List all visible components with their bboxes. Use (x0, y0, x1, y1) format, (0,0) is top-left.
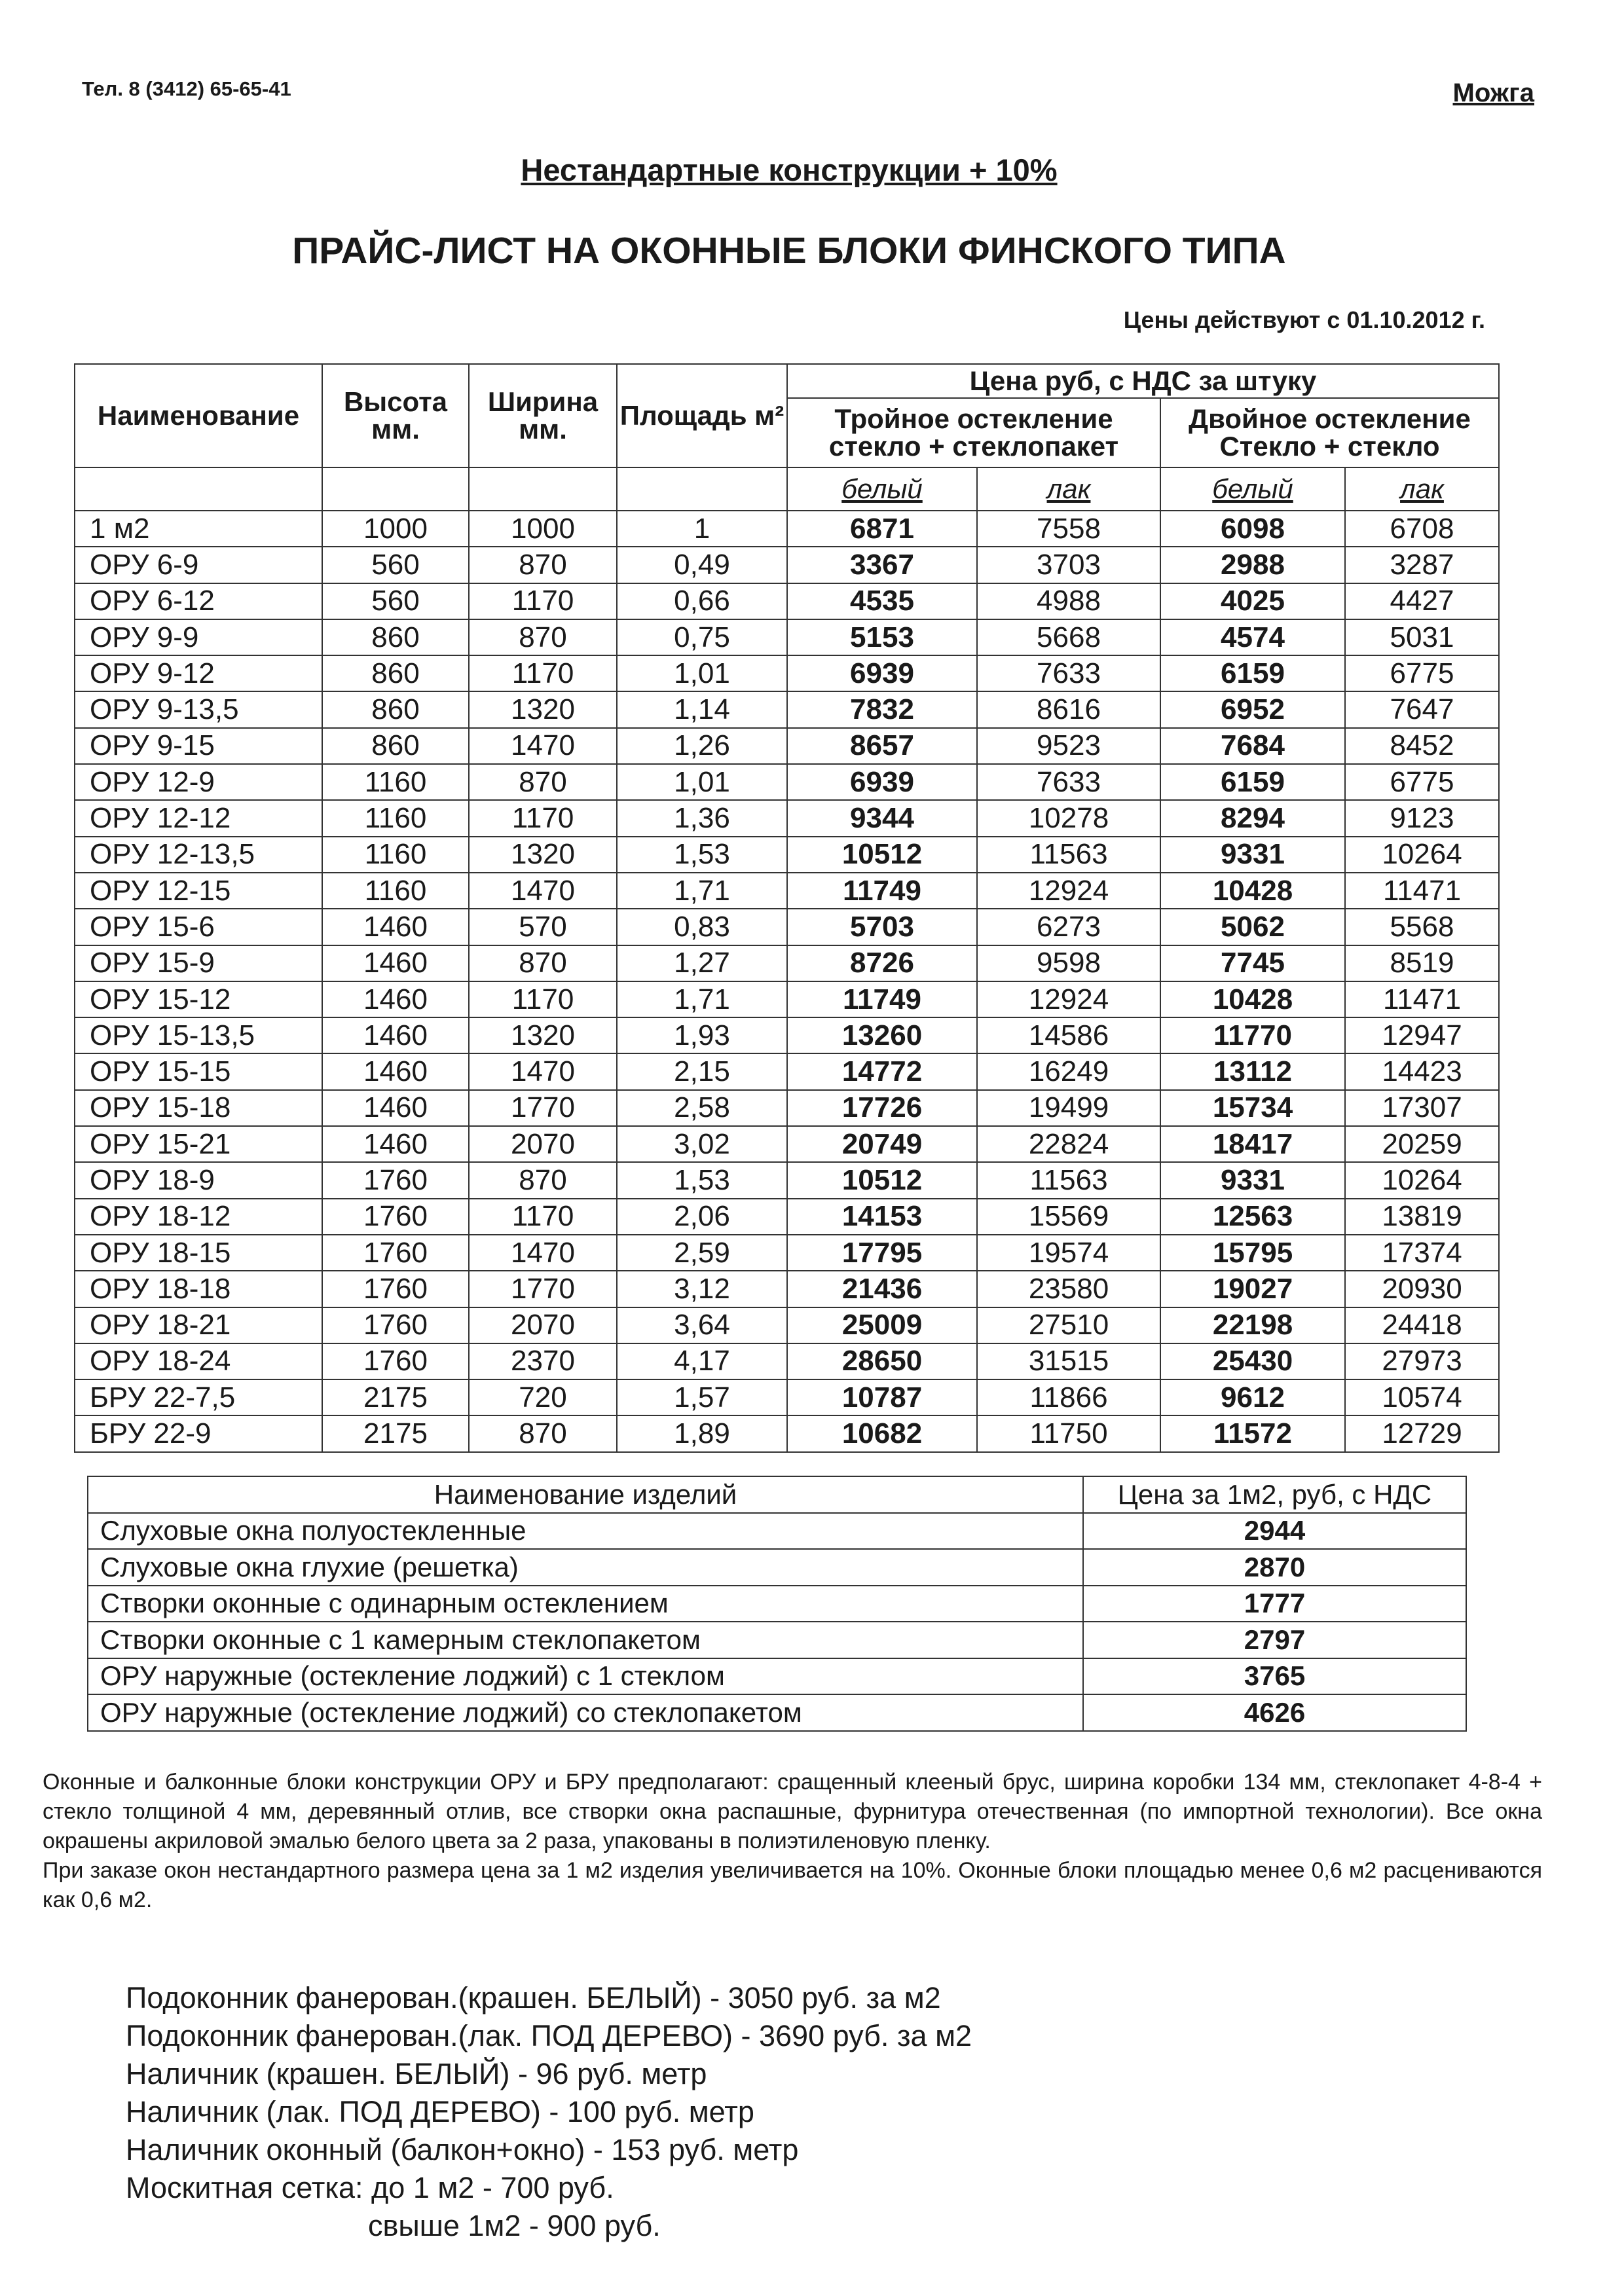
table-row (75, 1017, 1499, 1053)
product-price: 2944 (1083, 1513, 1466, 1550)
table-cell: 3703 (977, 547, 1160, 583)
table-row (75, 800, 1499, 836)
table-cell: 1,57 (617, 1379, 787, 1415)
table-cell: 11572 (1160, 1415, 1345, 1451)
product-name: ОРУ наружные (остекление лоджий) со стеклопакетом (88, 1694, 1083, 1731)
table-cell: 1460 (322, 945, 469, 981)
table-row (75, 1379, 1499, 1415)
blank-cell (322, 467, 469, 511)
table-cell: 6098 (1160, 511, 1345, 547)
table-cell: 8452 (1345, 728, 1499, 764)
table-cell: 1160 (322, 873, 469, 909)
table-row (88, 1549, 1466, 1586)
table-cell: 27973 (1345, 1343, 1499, 1379)
table-cell: 21436 (787, 1271, 977, 1307)
table-cell: 22824 (977, 1126, 1160, 1162)
table-cell: 9344 (787, 800, 977, 836)
table-cell: 2,15 (617, 1053, 787, 1089)
table-cell: ОРУ 15-21 (75, 1126, 322, 1162)
table-cell: 12924 (977, 981, 1160, 1017)
table-cell: 7633 (977, 764, 1160, 800)
price-table (74, 363, 1500, 1453)
table-cell: 16249 (977, 1053, 1160, 1089)
col-area-header: Площадь м² (617, 364, 787, 467)
table-cell: 13260 (787, 1017, 977, 1053)
table-cell: 4025 (1160, 583, 1345, 619)
table-cell: 3287 (1345, 547, 1499, 583)
page-title: ПРАЙС-ЛИСТ НА ОКОННЫЕ БЛОКИ ФИНСКОГО ТИПА (292, 230, 1286, 272)
table-cell: 1,89 (617, 1415, 787, 1451)
table-cell: 1160 (322, 837, 469, 873)
table-cell: 11563 (977, 837, 1160, 873)
table-cell: 4574 (1160, 619, 1345, 655)
sub-lak-double: лак (1345, 467, 1499, 511)
table-cell: 3367 (787, 547, 977, 583)
table-cell: 860 (322, 619, 469, 655)
blank-cell (469, 467, 617, 511)
table-cell: 8616 (977, 691, 1160, 727)
table-cell: 1460 (322, 1090, 469, 1126)
table-cell: ОРУ 18-12 (75, 1199, 322, 1235)
table-cell: 24418 (1345, 1307, 1499, 1343)
table-cell: 17307 (1345, 1090, 1499, 1126)
table-cell: 6871 (787, 511, 977, 547)
table-cell: 1760 (322, 1235, 469, 1271)
table-cell: 860 (322, 728, 469, 764)
table-row (75, 1162, 1499, 1198)
table-cell: 560 (322, 547, 469, 583)
table-cell: 15734 (1160, 1090, 1345, 1126)
table-cell: 12563 (1160, 1199, 1345, 1235)
table-cell: ОРУ 6-9 (75, 547, 322, 583)
table-cell: 3,64 (617, 1307, 787, 1343)
table-cell: 17374 (1345, 1235, 1499, 1271)
product-name: Створки оконные с одинарным остеклением (88, 1586, 1083, 1622)
table-cell: 1460 (322, 1053, 469, 1089)
table-cell: 6952 (1160, 691, 1345, 727)
table-cell: 1,93 (617, 1017, 787, 1053)
table-cell: ОРУ 15-15 (75, 1053, 322, 1089)
table-cell: 19027 (1160, 1271, 1345, 1307)
table-cell: 1470 (469, 1235, 617, 1271)
table-cell: 6159 (1160, 655, 1345, 691)
table-cell: 11471 (1345, 981, 1499, 1017)
table-row (75, 837, 1499, 873)
product-price: 2870 (1083, 1549, 1466, 1586)
extra-item: Наличник (крашен. БЕЛЫЙ) - 96 руб. метр (126, 2057, 707, 2090)
table-cell: 5668 (977, 619, 1160, 655)
table-row (75, 728, 1499, 764)
table-cell: 1170 (469, 1199, 617, 1235)
product-price: 1777 (1083, 1586, 1466, 1622)
phone-number: Тел. 8 (3412) 65-65-41 (82, 77, 291, 100)
table-cell: 14772 (787, 1053, 977, 1089)
table-cell: ОРУ 15-13,5 (75, 1017, 322, 1053)
table-cell: 11471 (1345, 873, 1499, 909)
table-cell: 13819 (1345, 1199, 1499, 1235)
table-cell: 10278 (977, 800, 1160, 836)
table-cell: 10787 (787, 1379, 977, 1415)
product-price: 4626 (1083, 1694, 1466, 1731)
table-cell: 10682 (787, 1415, 977, 1451)
note-nonstandard: При заказе окон нестандартного размера цена за 1 м2 изделия увеличивается на 10%. Оконные блоки площадью менее 0,6 м2 расцениваются как 0,6 м2. (43, 1858, 1542, 1912)
table-cell: 5568 (1345, 909, 1499, 945)
table-cell: ОРУ 12-15 (75, 873, 322, 909)
products-table (87, 1476, 1467, 1732)
table-cell: 11563 (977, 1162, 1160, 1198)
table-cell: 11749 (787, 873, 977, 909)
product-name: ОРУ наружные (остекление лоджий) с 1 стеклом (88, 1658, 1083, 1695)
table-cell: 1460 (322, 909, 469, 945)
table-cell: 1320 (469, 837, 617, 873)
table-cell: 15795 (1160, 1235, 1345, 1271)
table-cell: ОРУ 18-18 (75, 1271, 322, 1307)
table-cell: 870 (469, 1162, 617, 1198)
table-cell: 11749 (787, 981, 977, 1017)
table-cell: 11770 (1160, 1017, 1345, 1053)
table-cell: 870 (469, 547, 617, 583)
products-name-header: Наименование изделий (88, 1476, 1083, 1513)
table-row (75, 547, 1499, 583)
table-cell: ОРУ 15-9 (75, 945, 322, 981)
table-cell: 17795 (787, 1235, 977, 1271)
sub-white-triple: белый (787, 467, 977, 511)
table-cell: 1460 (322, 981, 469, 1017)
table-cell: 1 (617, 511, 787, 547)
col-triple-header: Тройное остекление стекло + стеклопакет (787, 398, 1160, 467)
extra-item: свыше 1м2 - 900 руб. (368, 2209, 661, 2242)
table-cell: 1160 (322, 800, 469, 836)
table-cell: 560 (322, 583, 469, 619)
table-cell: 10428 (1160, 873, 1345, 909)
table-row (75, 981, 1499, 1017)
extra-item: Наличник оконный (балкон+окно) - 153 руб. метр (126, 2133, 799, 2166)
col-double-header: Двойное остекление Стекло + стекло (1160, 398, 1499, 467)
city-name: Можга (1452, 79, 1534, 107)
table-cell: 5153 (787, 619, 977, 655)
table-cell: 8519 (1345, 945, 1499, 981)
table-row (88, 1658, 1466, 1695)
table-cell: 10512 (787, 837, 977, 873)
table-cell: 20259 (1345, 1126, 1499, 1162)
table-cell: 1,36 (617, 800, 787, 836)
table-cell: 1170 (469, 800, 617, 836)
table-cell: 1470 (469, 873, 617, 909)
table-cell: 25009 (787, 1307, 977, 1343)
table-cell: 11866 (977, 1379, 1160, 1415)
table-cell: 1,01 (617, 655, 787, 691)
table-cell: 570 (469, 909, 617, 945)
table-cell: ОРУ 6-12 (75, 583, 322, 619)
table-cell: 14153 (787, 1199, 977, 1235)
note-construction: Оконные и балконные блоки конструкции ОРУ и БРУ предполагают: сращенный клееный брус, ширина коробки 134 мм, стеклопакет 4-8-4 + стекло толщиной 4 мм, деревянный отлив, все створки окна распашные, фурнитура отечественная (по импортной технологии). Все окна окрашены акриловой эмалью белого цвета за 2 раза, упакованы в полиэтиленовую пленку. (43, 1770, 1542, 1853)
table-row (88, 1513, 1466, 1550)
table-cell: ОРУ 12-9 (75, 764, 322, 800)
table-cell: 5062 (1160, 909, 1345, 945)
table-cell: 28650 (787, 1343, 977, 1379)
table-cell: 20749 (787, 1126, 977, 1162)
table-cell: 8726 (787, 945, 977, 981)
table-row (75, 1235, 1499, 1271)
table-cell: 31515 (977, 1343, 1160, 1379)
product-price: 2797 (1083, 1622, 1466, 1658)
table-cell: 1 м2 (75, 511, 322, 547)
table-cell: 14423 (1345, 1053, 1499, 1089)
product-name: Створки оконные с 1 камерным стеклопакетом (88, 1622, 1083, 1658)
table-cell: ОРУ 9-15 (75, 728, 322, 764)
table-cell: 13112 (1160, 1053, 1345, 1089)
table-cell: ОРУ 9-12 (75, 655, 322, 691)
table-cell: 2,59 (617, 1235, 787, 1271)
table-cell: 1170 (469, 655, 617, 691)
table-cell: ОРУ 18-15 (75, 1235, 322, 1271)
table-cell: 1760 (322, 1307, 469, 1343)
table-cell: 17726 (787, 1090, 977, 1126)
table-cell: 1320 (469, 691, 617, 727)
table-cell: 25430 (1160, 1343, 1345, 1379)
table-cell: 1460 (322, 1126, 469, 1162)
table-cell: 8294 (1160, 800, 1345, 836)
table-cell: 5031 (1345, 619, 1499, 655)
nonstandard-note: Нестандартные конструкции + 10% (521, 153, 1058, 187)
table-cell: 12729 (1345, 1415, 1499, 1451)
table-cell: 20930 (1345, 1271, 1499, 1307)
table-cell: 860 (322, 655, 469, 691)
table-cell: ОРУ 9-9 (75, 619, 322, 655)
table-cell: 2988 (1160, 547, 1345, 583)
table-cell: 1460 (322, 1017, 469, 1053)
table-cell: 870 (469, 945, 617, 981)
table-cell: 10512 (787, 1162, 977, 1198)
table-cell: 1760 (322, 1199, 469, 1235)
table-cell: 860 (322, 691, 469, 727)
table-cell: 1770 (469, 1271, 617, 1307)
table-cell: 6775 (1345, 655, 1499, 691)
table-cell: 12947 (1345, 1017, 1499, 1053)
table-cell: ОРУ 15-12 (75, 981, 322, 1017)
table-row (75, 945, 1499, 981)
table-row (75, 619, 1499, 655)
table-cell: ОРУ 15-18 (75, 1090, 322, 1126)
table-cell: 9612 (1160, 1379, 1345, 1415)
table-cell: 2175 (322, 1415, 469, 1451)
table-cell: 9598 (977, 945, 1160, 981)
table-cell: 1000 (469, 511, 617, 547)
table-row (75, 1307, 1499, 1343)
table-row (88, 1622, 1466, 1658)
table-cell: 1,71 (617, 873, 787, 909)
table-cell: 7558 (977, 511, 1160, 547)
table-cell: 19574 (977, 1235, 1160, 1271)
table-row (75, 1199, 1499, 1235)
table-cell: 1470 (469, 1053, 617, 1089)
extra-item: Подоконник фанерован.(лак. ПОД ДЕРЕВО) - 3690 руб. за м2 (126, 2019, 972, 2052)
table-cell: 27510 (977, 1307, 1160, 1343)
table-row (75, 909, 1499, 945)
table-cell: ОРУ 12-13,5 (75, 837, 322, 873)
table-cell: 720 (469, 1379, 617, 1415)
table-row (75, 655, 1499, 691)
table-cell: 2175 (322, 1379, 469, 1415)
table-cell: 2370 (469, 1343, 617, 1379)
table-cell: ОРУ 18-24 (75, 1343, 322, 1379)
table-cell: БРУ 22-7,5 (75, 1379, 322, 1415)
table-cell: 4,17 (617, 1343, 787, 1379)
table-cell: 0,49 (617, 547, 787, 583)
table-cell: 7647 (1345, 691, 1499, 727)
table-row (75, 1415, 1499, 1451)
table-cell: 0,66 (617, 583, 787, 619)
table-cell: 10264 (1345, 1162, 1499, 1198)
table-cell: 4427 (1345, 583, 1499, 619)
table-cell: 6939 (787, 764, 977, 800)
table-row (75, 1271, 1499, 1307)
product-name: Слуховые окна полуостекленные (88, 1513, 1083, 1550)
table-row (75, 1090, 1499, 1126)
table-cell: 870 (469, 1415, 617, 1451)
extra-item: Москитная сетка: до 1 м2 - 700 руб. (126, 2171, 614, 2204)
sub-white-double: белый (1160, 467, 1345, 511)
table-cell: 0,75 (617, 619, 787, 655)
table-cell: 1,27 (617, 945, 787, 981)
table-cell: 1470 (469, 728, 617, 764)
blank-cell (75, 467, 322, 511)
table-cell: 18417 (1160, 1126, 1345, 1162)
table-row (75, 873, 1499, 909)
table-cell: 6939 (787, 655, 977, 691)
table-cell: 1170 (469, 583, 617, 619)
table-cell: 8657 (787, 728, 977, 764)
extra-item: Наличник (лак. ПОД ДЕРЕВО) - 100 руб. метр (126, 2095, 754, 2128)
table-cell: 10264 (1345, 837, 1499, 873)
table-cell: 15569 (977, 1199, 1160, 1235)
table-cell: 4535 (787, 583, 977, 619)
table-cell: 3,12 (617, 1271, 787, 1307)
table-cell: 6273 (977, 909, 1160, 945)
product-name: Слуховые окна глухие (решетка) (88, 1549, 1083, 1586)
table-cell: 1,53 (617, 1162, 787, 1198)
table-cell: 2,58 (617, 1090, 787, 1126)
table-cell: 5703 (787, 909, 977, 945)
table-row (75, 1053, 1499, 1089)
table-cell: 1760 (322, 1343, 469, 1379)
table-cell: 870 (469, 764, 617, 800)
table-cell: 2070 (469, 1307, 617, 1343)
table-row (75, 764, 1499, 800)
table-cell: 1160 (322, 764, 469, 800)
table-cell: 19499 (977, 1090, 1160, 1126)
table-cell: 9123 (1345, 800, 1499, 836)
table-cell: 10428 (1160, 981, 1345, 1017)
col-price-header: Цена руб, с НДС за штуку (787, 364, 1499, 398)
valid-from: Цены действуют с 01.10.2012 г. (1123, 306, 1485, 333)
table-cell: БРУ 22-9 (75, 1415, 322, 1451)
table-cell: ОРУ 18-21 (75, 1307, 322, 1343)
table-cell: 0,83 (617, 909, 787, 945)
table-cell: 1,14 (617, 691, 787, 727)
table-row (75, 583, 1499, 619)
col-name-header: Наименование (75, 364, 322, 467)
table-row (75, 511, 1499, 547)
table-cell: ОРУ 12-12 (75, 800, 322, 836)
table-cell: 3,02 (617, 1126, 787, 1162)
table-cell: 7745 (1160, 945, 1345, 981)
table-row (75, 1126, 1499, 1162)
table-cell: 2070 (469, 1126, 617, 1162)
table-cell: 9331 (1160, 837, 1345, 873)
notes (43, 1768, 1542, 1915)
table-cell: 2,06 (617, 1199, 787, 1235)
table-row (88, 1586, 1466, 1622)
table-cell: ОРУ 9-13,5 (75, 691, 322, 727)
table-cell: 870 (469, 619, 617, 655)
table-cell: 1760 (322, 1271, 469, 1307)
table-cell: 1760 (322, 1162, 469, 1198)
table-cell: 7684 (1160, 728, 1345, 764)
table-cell: ОРУ 18-9 (75, 1162, 322, 1198)
table-cell: 7832 (787, 691, 977, 727)
extras-list (126, 1979, 972, 2245)
table-cell: 4988 (977, 583, 1160, 619)
table-cell: 9331 (1160, 1162, 1345, 1198)
table-cell: 1,26 (617, 728, 787, 764)
table-row (88, 1694, 1466, 1731)
products-price-header: Цена за 1м2, руб, с НДС (1083, 1476, 1466, 1513)
table-cell: ОРУ 15-6 (75, 909, 322, 945)
table-cell: 12924 (977, 873, 1160, 909)
table-cell: 1,53 (617, 837, 787, 873)
table-cell: 7633 (977, 655, 1160, 691)
table-cell: 1170 (469, 981, 617, 1017)
table-cell: 1,71 (617, 981, 787, 1017)
table-row (75, 691, 1499, 727)
table-cell: 9523 (977, 728, 1160, 764)
table-cell: 11750 (977, 1415, 1160, 1451)
extra-item: Подоконник фанерован.(крашен. БЕЛЫЙ) - 3050 руб. за м2 (126, 1981, 941, 2014)
table-cell: 22198 (1160, 1307, 1345, 1343)
table-cell: 1770 (469, 1090, 617, 1126)
table-cell: 1,01 (617, 764, 787, 800)
table-cell: 23580 (977, 1271, 1160, 1307)
table-cell: 6708 (1345, 511, 1499, 547)
sub-lak-triple: лак (977, 467, 1160, 511)
blank-cell (617, 467, 787, 511)
col-width-header: Ширина мм. (469, 364, 617, 467)
table-cell: 14586 (977, 1017, 1160, 1053)
table-cell: 6775 (1345, 764, 1499, 800)
product-price: 3765 (1083, 1658, 1466, 1695)
col-height-header: Высота мм. (322, 364, 469, 467)
table-row (75, 1343, 1499, 1379)
table-cell: 1000 (322, 511, 469, 547)
table-cell: 6159 (1160, 764, 1345, 800)
table-cell: 1320 (469, 1017, 617, 1053)
table-cell: 10574 (1345, 1379, 1499, 1415)
